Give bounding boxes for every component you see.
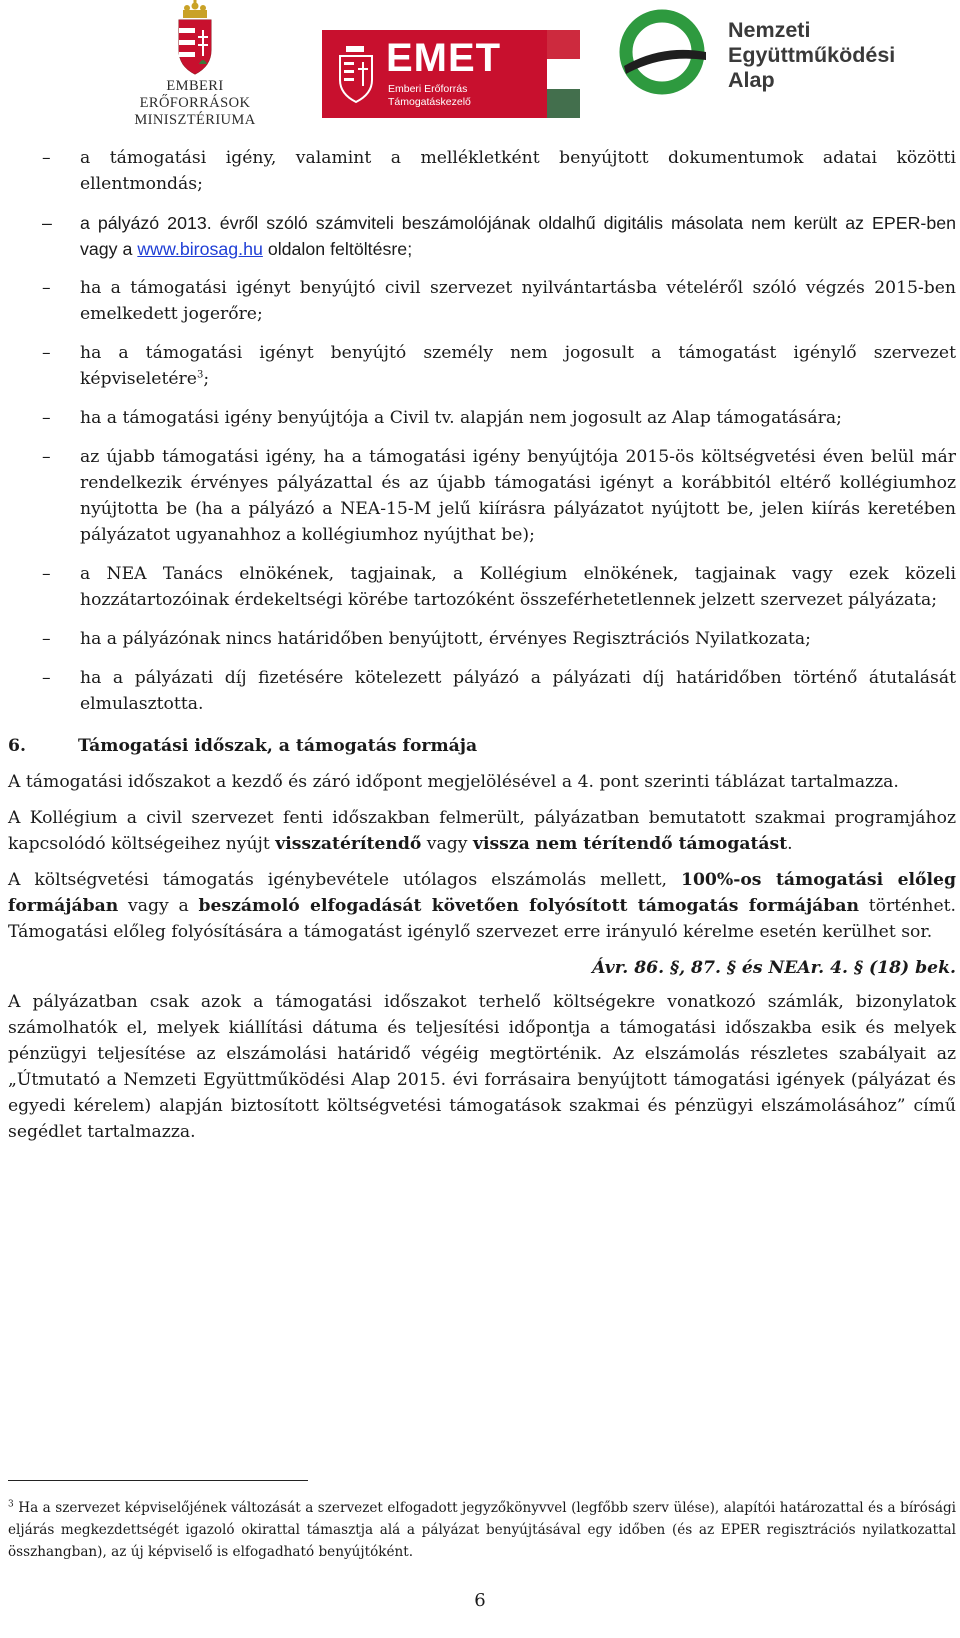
- list-item-text: ha a támogatási igényt benyújtó civil szervezet nyilvántartásba vételéről szóló végzés 2015-ben emelkedett jogerőre;: [80, 278, 956, 324]
- dash-bullet: –: [42, 447, 51, 467]
- nea-ring-icon: [614, 8, 714, 98]
- footnote: [8, 1497, 956, 1563]
- bold-phrase: visszatérítendő: [275, 834, 422, 854]
- document-body: [8, 145, 956, 1155]
- dash-bullet: –: [42, 564, 51, 584]
- list-item: [8, 626, 956, 652]
- footnote-mark: 3: [8, 1499, 14, 1510]
- list-item-text: a támogatási igény, valamint a mellékletként benyújtott dokumentumok adatai közötti ellentmondás;: [80, 148, 956, 194]
- list-item: [8, 405, 956, 431]
- legal-reference: Ávr. 86. §, 87. § és NEAr. 4. § (18) bek.: [592, 958, 956, 978]
- bold-phrase: beszámoló elfogadását követően folyósított támogatás formájában: [198, 896, 859, 916]
- dash-bullet: –: [42, 148, 51, 168]
- emmi-logo-line-1: EMBERI ERŐFORRÁSOK: [139, 78, 251, 111]
- list-item: [8, 561, 956, 613]
- emet-logo-subtitle: [388, 83, 508, 109]
- section-title: Támogatási időszak, a támogatás formája: [78, 736, 478, 756]
- nea-logo: [614, 8, 944, 98]
- list-item: [8, 275, 956, 327]
- paragraph-text: vagy a: [118, 896, 199, 916]
- rejection-criteria-list: [8, 145, 956, 717]
- footnote-separator: [8, 1480, 308, 1481]
- bold-phrase: 100%-os támogatási előleg formájában: [8, 870, 956, 916]
- hungarian-coat-of-arms-icon: [173, 0, 217, 76]
- list-item-text: ha a támogatási igényt benyújtó személy nem jogosult a támogatást igénylő szervezet képviseletére: [80, 343, 956, 389]
- paragraph-text: vagy: [421, 834, 473, 854]
- hungarian-flag-stripe: [547, 30, 580, 118]
- dash-bullet: –: [42, 629, 51, 649]
- dash-bullet: –: [42, 343, 51, 363]
- bold-phrase: vissza nem térítendő támogatást: [472, 834, 788, 854]
- emet-coat-of-arms-icon: [336, 44, 376, 104]
- list-item-text: oldalon feltöltésre;: [262, 239, 413, 259]
- emmi-logo: [110, 0, 280, 128]
- dash-bullet: –: [42, 408, 51, 428]
- emet-logo-name: EMET: [386, 36, 502, 80]
- list-item: [8, 145, 956, 197]
- nea-logo-line-2: Együttműködési: [728, 43, 896, 67]
- list-item-text: ha a támogatási igény benyújtója a Civil tv. alapján nem jogosult az Alap támogatására;: [80, 408, 842, 428]
- paragraph-support-period: A támogatási időszakot a kezdő és záró időpont megjelölésével a 4. pont szerinti táblázat tartalmazza.: [8, 772, 899, 792]
- list-item: [8, 210, 956, 262]
- section-heading: [8, 733, 956, 759]
- section-number: 6.: [8, 736, 26, 756]
- paragraph-support-form: [8, 805, 956, 857]
- emet-logo-subtitle-line-1: Emberi Erőforrás: [388, 83, 468, 95]
- footnote-text: Ha a szervezet képviselőjének változását a szervezet elfogadott jegyzőkönyvvel (legfőbb szerv ülése), alapítói határozattal és a bírósági eljárás megkezdettségét igazoló okirattal támasztja alá a pályázat benyújtásával egy időben (és az EPER regisztrációs nyilatkozattal összhangban), az új képviselő is elfogadható benyújtóként.: [8, 1500, 956, 1560]
- list-item-text: ;: [203, 369, 210, 389]
- paragraph-text: A költségvetési támogatás igénybevétele utólagos elszámolás mellett,: [8, 870, 681, 890]
- list-item-text: a pályázó 2013. évről szóló számviteli beszámolójának oldalhű digitális másolata nem került az EPER-ben vagy a: [80, 213, 956, 259]
- paragraph-settlement: A pályázatban csak azok a támogatási időszakot terhelő költségekre vonatkozó számlák, bizonylatok számolhatók el, melyek kiállítási dátuma és teljesítési időpontja a támogatási időszakba esik és melyek pénzügyi teljesítése az elszámolási határidő végéig megtörténik. Az elszámolás részletes szabályait az „Útmutató a Nemzeti Együttműködési Alap 2015. évi forrásaira benyújtott támogatási igények (pályázat és egyedi kérelem) alapján biztosított költségvetési támogatások szakmai és pénzügyi elszámolásához” című segédlet tartalmazza.: [8, 992, 956, 1142]
- footnote-reference[interactable]: 3: [196, 369, 204, 381]
- list-item-text: ha a pályázati díj fizetésére kötelezett pályázó a pályázati díj határidőben történő átutalását elmulasztotta.: [80, 668, 956, 714]
- paragraph-advance-payment: [8, 867, 956, 945]
- paragraph-text: A Kollégium a civil szervezet fenti időszakban felmerült, pályázatban bemutatott szakmai programjához kapcsolódó költségeihez nyújt: [8, 808, 956, 854]
- page-number: 6: [474, 1590, 486, 1611]
- list-item-text: ha a pályázónak nincs határidőben benyújtott, érvényes Regisztrációs Nyilatkozata;: [80, 629, 811, 649]
- list-item-text: a NEA Tanács elnökének, tagjainak, a Kollégium elnökének, tagjainak vagy ezek közeli hozzátartozóinak érdekeltségi körébe tartozóként összeférhetetlennek jelzett szervezet pályázata;: [80, 564, 956, 610]
- paragraph-text: történhet. Támogatási előleg folyósítására a támogatást igénylő szervezet erre irányuló kérelme esetén kerülhet sor.: [8, 896, 956, 942]
- paragraph-text: .: [787, 834, 793, 854]
- list-item: [8, 444, 956, 548]
- nea-logo-line-3: Alap: [728, 68, 775, 92]
- list-item: [8, 340, 956, 392]
- dash-bullet: –: [42, 668, 51, 688]
- dash-bullet: –: [42, 278, 51, 298]
- emmi-logo-line-2: MINISZTÉRIUMA: [134, 112, 256, 128]
- emet-logo: [322, 30, 580, 118]
- emet-logo-subtitle-line-2: Támogatáskezelő: [388, 96, 471, 108]
- dash-bullet: –: [42, 213, 52, 233]
- list-item: [8, 665, 956, 717]
- birosag-link[interactable]: www.birosag.hu: [137, 239, 263, 259]
- nea-logo-line-1: Nemzeti: [728, 18, 811, 42]
- list-item-text: az újabb támogatási igény, ha a támogatási igény benyújtója 2015-ös költségvetési éven belül már rendelkezik érvényes pályázattal és az újabb támogatási igényt a korábbitól eltérő kollégiumhoz nyújtotta be (ha a pályázó a NEA-15-M jelű kiírásra pályázatot nyújtott be, jelen kiírás keretében pályázatot ugyanahhoz a kollégiumhoz nyújthat be);: [80, 447, 956, 545]
